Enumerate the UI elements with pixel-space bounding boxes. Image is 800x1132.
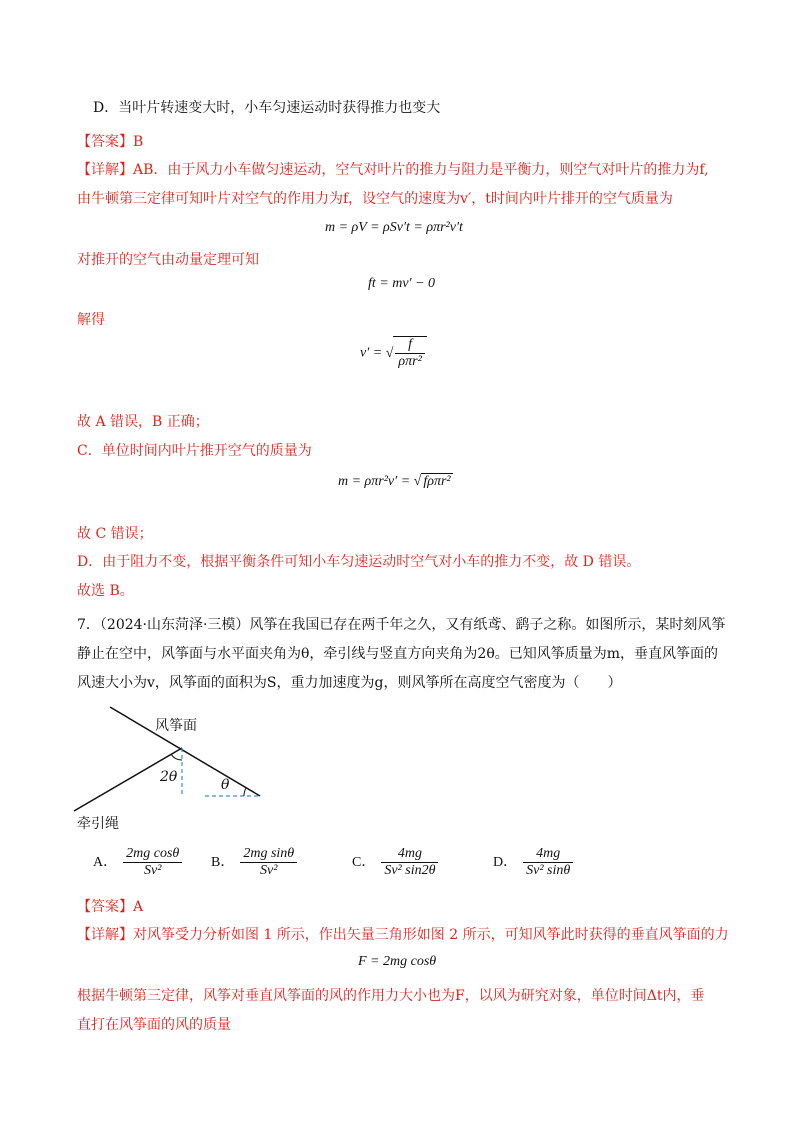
equation-momentum: ft = mv′ − 0 — [368, 276, 436, 291]
option-a — [93, 846, 182, 879]
kite-surface-label: 风筝面 — [155, 718, 197, 734]
eq-num: f — [395, 337, 424, 354]
a-wrong-text: 故 A 错误，B 正确； — [77, 414, 209, 430]
choose-text: 故选 B。 — [77, 583, 134, 599]
equation-mass: m = ρV = ρSv′t = ρπr²v′t — [325, 220, 463, 235]
option-b-num: 2mg sinθ — [240, 846, 297, 863]
option-b-label: B． — [211, 854, 235, 870]
option-b — [211, 846, 297, 879]
angle-theta-label: θ — [221, 777, 230, 793]
option-a-label: A． — [93, 854, 118, 870]
eq-den: ρπr² — [398, 354, 422, 369]
question-7-line-2: 静止在空中，风筝面与水平面夹角为θ，牵引线与竖直方向夹角为2θ。已知风筝质量为m，垂直风筝面的 — [77, 646, 719, 662]
question-7-line-3: 风速大小为v，风筝面的面积为S，重力加速度为g，则风筝所在高度空气密度为（ ） — [77, 675, 622, 691]
question-7-line-1: 7．（2024·山东菏泽·三模）风筝在我国已存在两千年之久，又有纸鸢、鹞子之称。如图所示，某时刻风筝 — [77, 617, 726, 633]
detail-line-2: 由牛顿第三定律可知叶片对空气的作用力为f，设空气的速度为v′，t时间内叶片排开的空气质量为 — [77, 191, 673, 207]
option-d — [493, 846, 573, 879]
sqrt-symbol: √ — [385, 345, 394, 361]
answer-label-2: 【答案】A — [77, 899, 144, 915]
option-c-num: 4mg — [381, 846, 438, 863]
angle-2theta-arc — [171, 754, 182, 760]
angle-theta-arc — [244, 788, 246, 796]
option-d-num: 4mg — [523, 846, 573, 863]
angle-2theta-label: 2θ — [160, 769, 178, 785]
option-c — [352, 846, 438, 879]
eq-lhs: v′ = — [360, 345, 383, 361]
eq4-radicand: fρπr² — [423, 474, 451, 489]
momentum-text: 对推开的空气由动量定理可知 — [77, 252, 259, 268]
option-a-den: Sv² — [143, 863, 162, 878]
option-a-num: 2mg cosθ — [123, 846, 182, 863]
sqrt-symbol: √ — [413, 474, 422, 489]
equation-force: F = 2mg cosθ — [358, 954, 437, 969]
eq4-lhs: m = ρπr²v′ = — [338, 474, 411, 489]
option-b-den: Sv² — [260, 863, 278, 878]
tow-line-label: 牵引绳 — [77, 816, 119, 832]
detail-2-line-1: 【详解】对风筝受力分析如图 1 所示，作出矢量三角形如图 2 所示，可知风筝此时获得的垂直风筝面的力 — [77, 927, 729, 943]
detail-line-1: 【详解】AB．由于风力小车做匀速运动，空气对叶片的推力与阻力是平衡力，则空气对叶片的推力为f, — [77, 162, 709, 178]
option-c-den: Sv² sin2θ — [384, 863, 436, 878]
option-d-text: D．当叶片转速变大时，小车匀速运动时获得推力也变大 — [93, 100, 441, 116]
c-text: C．单位时间内叶片推开空气的质量为 — [77, 443, 312, 459]
option-c-label: C． — [352, 854, 376, 870]
option-d-label: D． — [493, 854, 518, 870]
c-wrong-text: 故 C 错误； — [77, 526, 153, 542]
solve-text: 解得 — [77, 312, 105, 328]
detail-2-line-2: 根据牛顿第三定律，风筝对垂直风筝面的风的作用力大小也为F，以风为研究对象，单位时间Δt内，垂 — [77, 988, 705, 1004]
d-text: D．由于阻力不变，根据平衡条件可知小车匀速运动时空气对小车的推力不变，故 D 错误。 — [77, 554, 641, 570]
answer-label: 【答案】B — [77, 134, 144, 150]
detail-2-line-3: 直打在风筝面的风的质量 — [77, 1017, 231, 1033]
option-d-den: Sv² sinθ — [526, 863, 571, 878]
